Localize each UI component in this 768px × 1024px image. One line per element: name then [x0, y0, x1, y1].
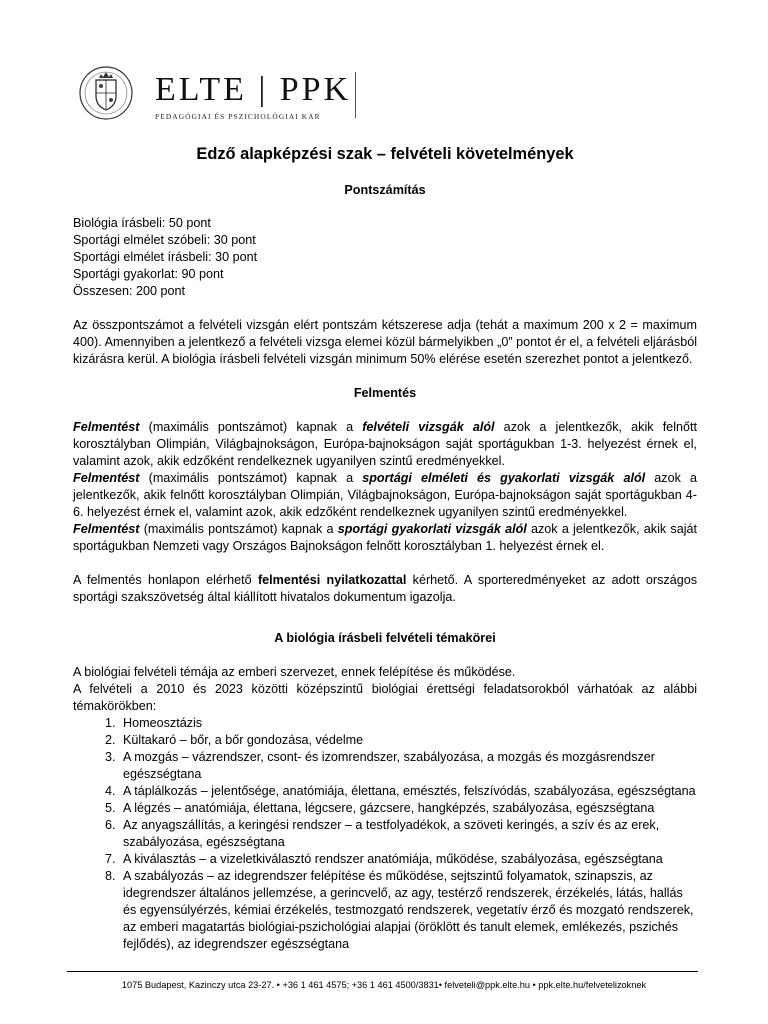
exemption-paragraph-1: Felmentést (maximális pontszámot) kapnak a felvételi vizsgák alól azok a jelentkezők, akik felnőtt korosztályban Olimpián, Világbajnokságon, Európa-bajnokságon saját sportágukban 1-3. helyezést érnek el, valamint azok, akik edzőként rendelkeznek ugyanilyen szintű eredményekkel. [73, 420, 697, 468]
list-item: 5. A légzés – anatómiája, élettana, légcsere, gázcsere, hangképzés, szabályozása, egészségtana [119, 800, 697, 817]
scoring-item: Összesen: 200 pont [73, 284, 186, 298]
list-item: 2. Kültakaró – bőr, a bőr gondozása, védelme [119, 732, 697, 749]
document-title: Edző alapképzési szak – felvételi követelmények [196, 145, 574, 163]
biology-intro-2: A felvételi a 2010 és 2023 közötti középszintű biológiai érettségi feladatsorokból várhatóak az alábbi témakörökben: [73, 682, 697, 713]
biology-topic-list [73, 715, 697, 953]
exemption-form-term: felmentési nyilatkozattal [257, 573, 407, 587]
letterhead [73, 66, 373, 120]
scoring-item: Biológia írásbeli: 50 pont [73, 216, 211, 230]
header-divider [355, 72, 356, 118]
list-item: 6. Az anyagszállítás, a keringési rendszer – a testfolyadékok, a szöveti keringés, a szív és az erek, szabályozása, egészségtana [119, 817, 697, 851]
exemption-scope: sportági gyakorlati vizsgák alól [337, 522, 527, 536]
biology-intro-1: A biológiai felvételi témája az emberi szervezet, ennek felépítése és működése. [73, 665, 516, 679]
exemption-scope: sportági elméleti és gyakorlati vizsgák alól [362, 471, 646, 485]
exemption-paragraph-2: Felmentést (maximális pontszámot) kapnak a sportági elméleti és gyakorlati vizsgák alól azok a jelentkezők, akik felnőtt korosztályban Olimpián, Világbajnokságon, Európa-bajnokságon saját sportágukban 4-6. helyezést érnek el, valamint azok, akik edzőként rendelkeznek ugyanilyen szintű eredményekkel. [73, 471, 697, 519]
brand-subtitle: PEDAGÓGIAI ÉS PSZICHOLÓGIAI KAR [155, 112, 321, 121]
heading-exemption: Felmentés [353, 386, 417, 400]
scoring-item: Sportági elmélet szóbeli: 30 pont [73, 233, 256, 247]
list-item: 8. A szabályozás – az idegrendszer felépítése és működése, sejtszintű folyamatok, szinapszis, az idegrendszer általános jellemzése, a gerincvelő, az agy, testérző rendszerek, érzékelés, látás, hallás és egyensúlyérzés, kémiai érzékelés, testmozgató rendszerek, vegetatív érző és mozgató rendszerek, az emberi magatartás biológiai-pszichológiai alapjai (öröklött és tanult elemek, emlékezés, pszichés fejlődés), az idegrendszer egészségtana [119, 868, 697, 953]
exemption-paragraph-4: A felmentés honlapon elérhető felmentési nyilatkozattal kérhető. A sporteredményeket az adott országos sportági szakszövetség által kiállított hivatalos dokumentum igazolja. [73, 573, 698, 604]
footer-contact: 1075 Budapest, Kazinczy utca 23-27. • +36 1 461 4575; +36 1 461 4500/3831• felveteli@ppk.elte.hu • ppk.elte.hu/felvetelizoknek [121, 980, 647, 990]
scoring-item: Sportági elmélet írásbeli: 30 pont [73, 250, 258, 264]
heading-biology: A biológia írásbeli felvételi témakörei [274, 631, 496, 645]
scoring-item: Sportági gyakorlat: 90 pont [73, 267, 224, 281]
scoring-paragraph: Az összpontszámot a felvételi vizsgán elért pontszám kétszerese adja (tehát a maximum 200 x 2 = maximum 400). Amennyiben a jelentkező a felvételi vizsga elemei közül bármelyikben „0” pontot ér el, a felvételi eljárásból kizárásra kerül. A biológia írásbeli felvételi vizsgán minimum 50% elérése esetén szerezhet pontot a jelentkező. [73, 318, 697, 366]
footer-divider [67, 971, 698, 972]
scoring-list [73, 215, 697, 300]
university-seal-icon [73, 66, 139, 120]
exemption-scope: felvételi vizsgák alól [362, 420, 495, 434]
exemption-term: Felmentést [73, 471, 140, 485]
exemption-term: Felmentést [73, 420, 140, 434]
exemption-term: Felmentést [73, 522, 140, 536]
brand-name: ELTE | PPK [155, 71, 352, 108]
brand [155, 72, 351, 125]
list-item: 7. A kiválasztás – a vizeletkiválasztó rendszer anatómiája, működése, szabályozása, egészségtana [119, 851, 697, 868]
document-body [73, 144, 697, 953]
list-item: 4. A táplálkozás – jelentősége, anatómiája, élettana, emésztés, felszívódás, szabályozása, egészségtana [119, 783, 697, 800]
heading-scoring: Pontszámítás [344, 183, 426, 197]
list-item: 1. Homeosztázis [119, 715, 697, 732]
exemption-paragraph-3: Felmentést (maximális pontszámot) kapnak a sportági gyakorlati vizsgák alól azok a jelentkezők, akik saját sportágukban Nemzeti vagy Országos Bajnokságon felnőtt korosztályban 1. helyezést érnek el. [73, 522, 698, 553]
list-item: 3. A mozgás – vázrendszer, csont- és izomrendszer, szabályozása, a mozgás és mozgásrendszer egészségtana [119, 749, 697, 783]
